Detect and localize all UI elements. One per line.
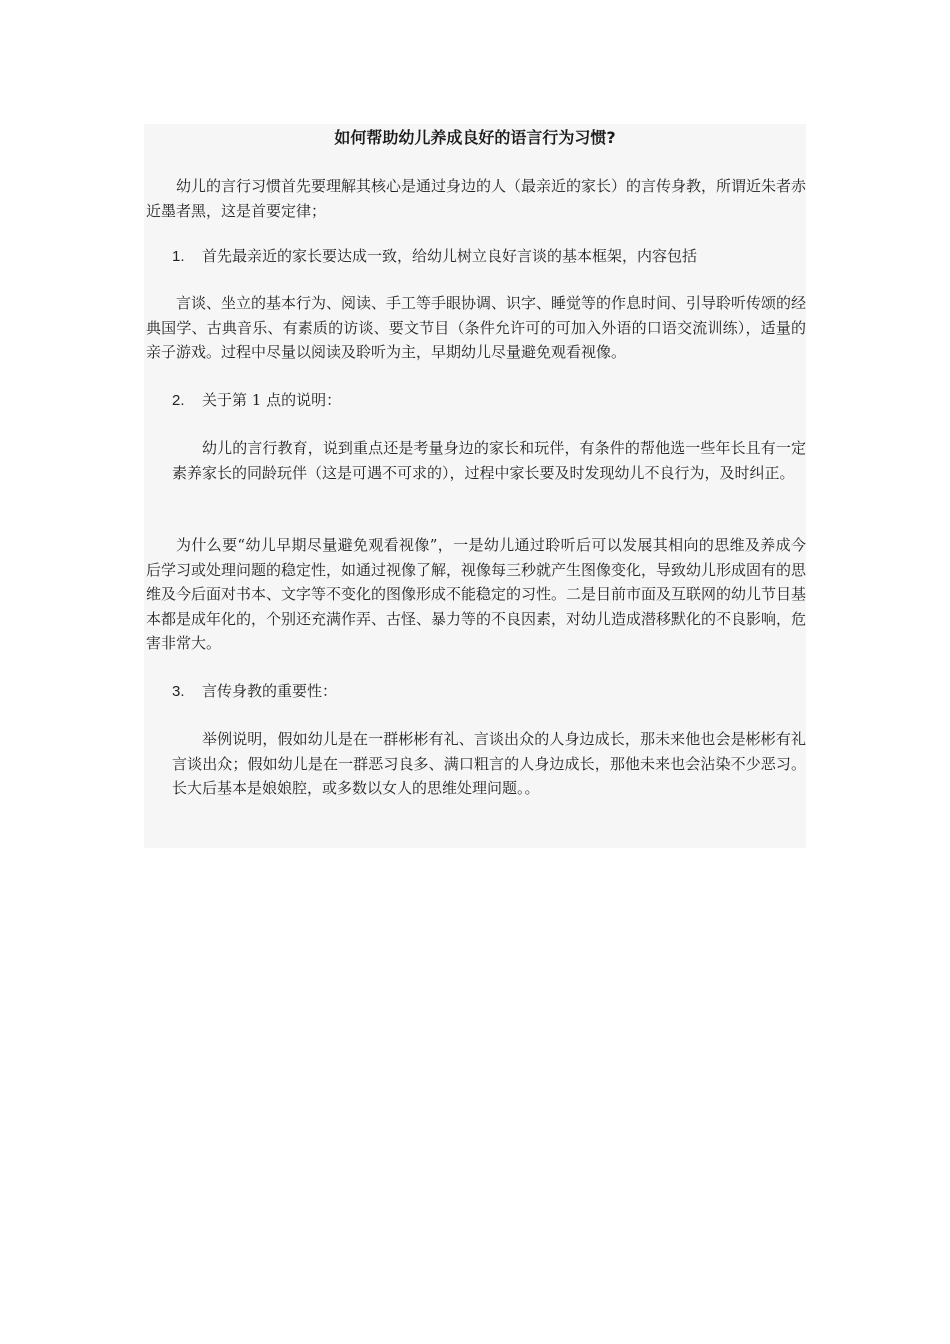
list-item-1-heading: 首先最亲近的家长要达成一致，给幼儿树立良好言谈的基本框架，内容包括: [202, 247, 698, 265]
document-title: 如何帮助幼儿养成良好的语言行为习惯?: [334, 128, 616, 147]
list-item-2: [172, 388, 341, 413]
item-3-body-paragraph: 举例说明，假如幼儿是在一群彬彬有礼、言谈出众的人身边成长，那未来他也会是彬彬有礼言谈出众；假如幼儿是在一群恶习良多、满口粗言的人身边成长，那他未来也会沾染不少恶习。长大后基本是娘娘腔，或多数以女人的思维处理问题。。: [172, 730, 806, 797]
intro-paragraph: 幼儿的言行习惯首先要理解其核心是通过身边的人（最亲近的家长）的言传身教，所谓近朱者赤近墨者黑，这是首要定律；: [146, 177, 807, 220]
list-item-3-heading: 言传身教的重要性：: [202, 682, 338, 700]
item-2-extra-paragraph: 为什么要“幼儿早期尽量避免观看视像”，一是幼儿通过聆听后可以发展其相向的思维及养成今后学习或处理问题的稳定性，如通过视像了解，视像每三秒就产生图像变化，导致幼儿形成固有的思维及今后面对书本、文字等不变化的图像形成不能稳定的习性。二是目前市面及互联网的幼儿节目基本都是成年化的，个别还充满作弄、古怪、暴力等的不良因素，对幼儿造成潜移默化的不良影响，危害非常大。: [146, 536, 807, 652]
list-item-3-number: 3.: [172, 683, 185, 700]
list-item-1-number: 1.: [172, 248, 185, 265]
list-item-2-heading: 关于第 1 点的说明：: [202, 391, 342, 409]
document-page: [144, 124, 806, 848]
list-item-2-number: 2.: [172, 392, 185, 409]
list-item-3: [172, 679, 337, 704]
item-2-body-paragraph: 幼儿的言行教育，说到重点还是考量身边的家长和玩伴，有条件的帮他选一些年长且有一定素养家长的同龄玩伴（这是可遇不可求的），过程中家长要及时发现幼儿不良行为，及时纠正。: [172, 439, 806, 482]
list-item-1: [172, 244, 697, 269]
item-1-body-paragraph: 言谈、坐立的基本行为、阅读、手工等手眼协调、识字、睡觉等的作息时间、引导聆听传颂的经典国学、古典音乐、有素质的访谈、要文节目（条件允许可的可加入外语的口语交流训练），适量的亲子游戏。过程中尽量以阅读及聆听为主，早期幼儿尽量避免观看视像。: [146, 294, 807, 361]
